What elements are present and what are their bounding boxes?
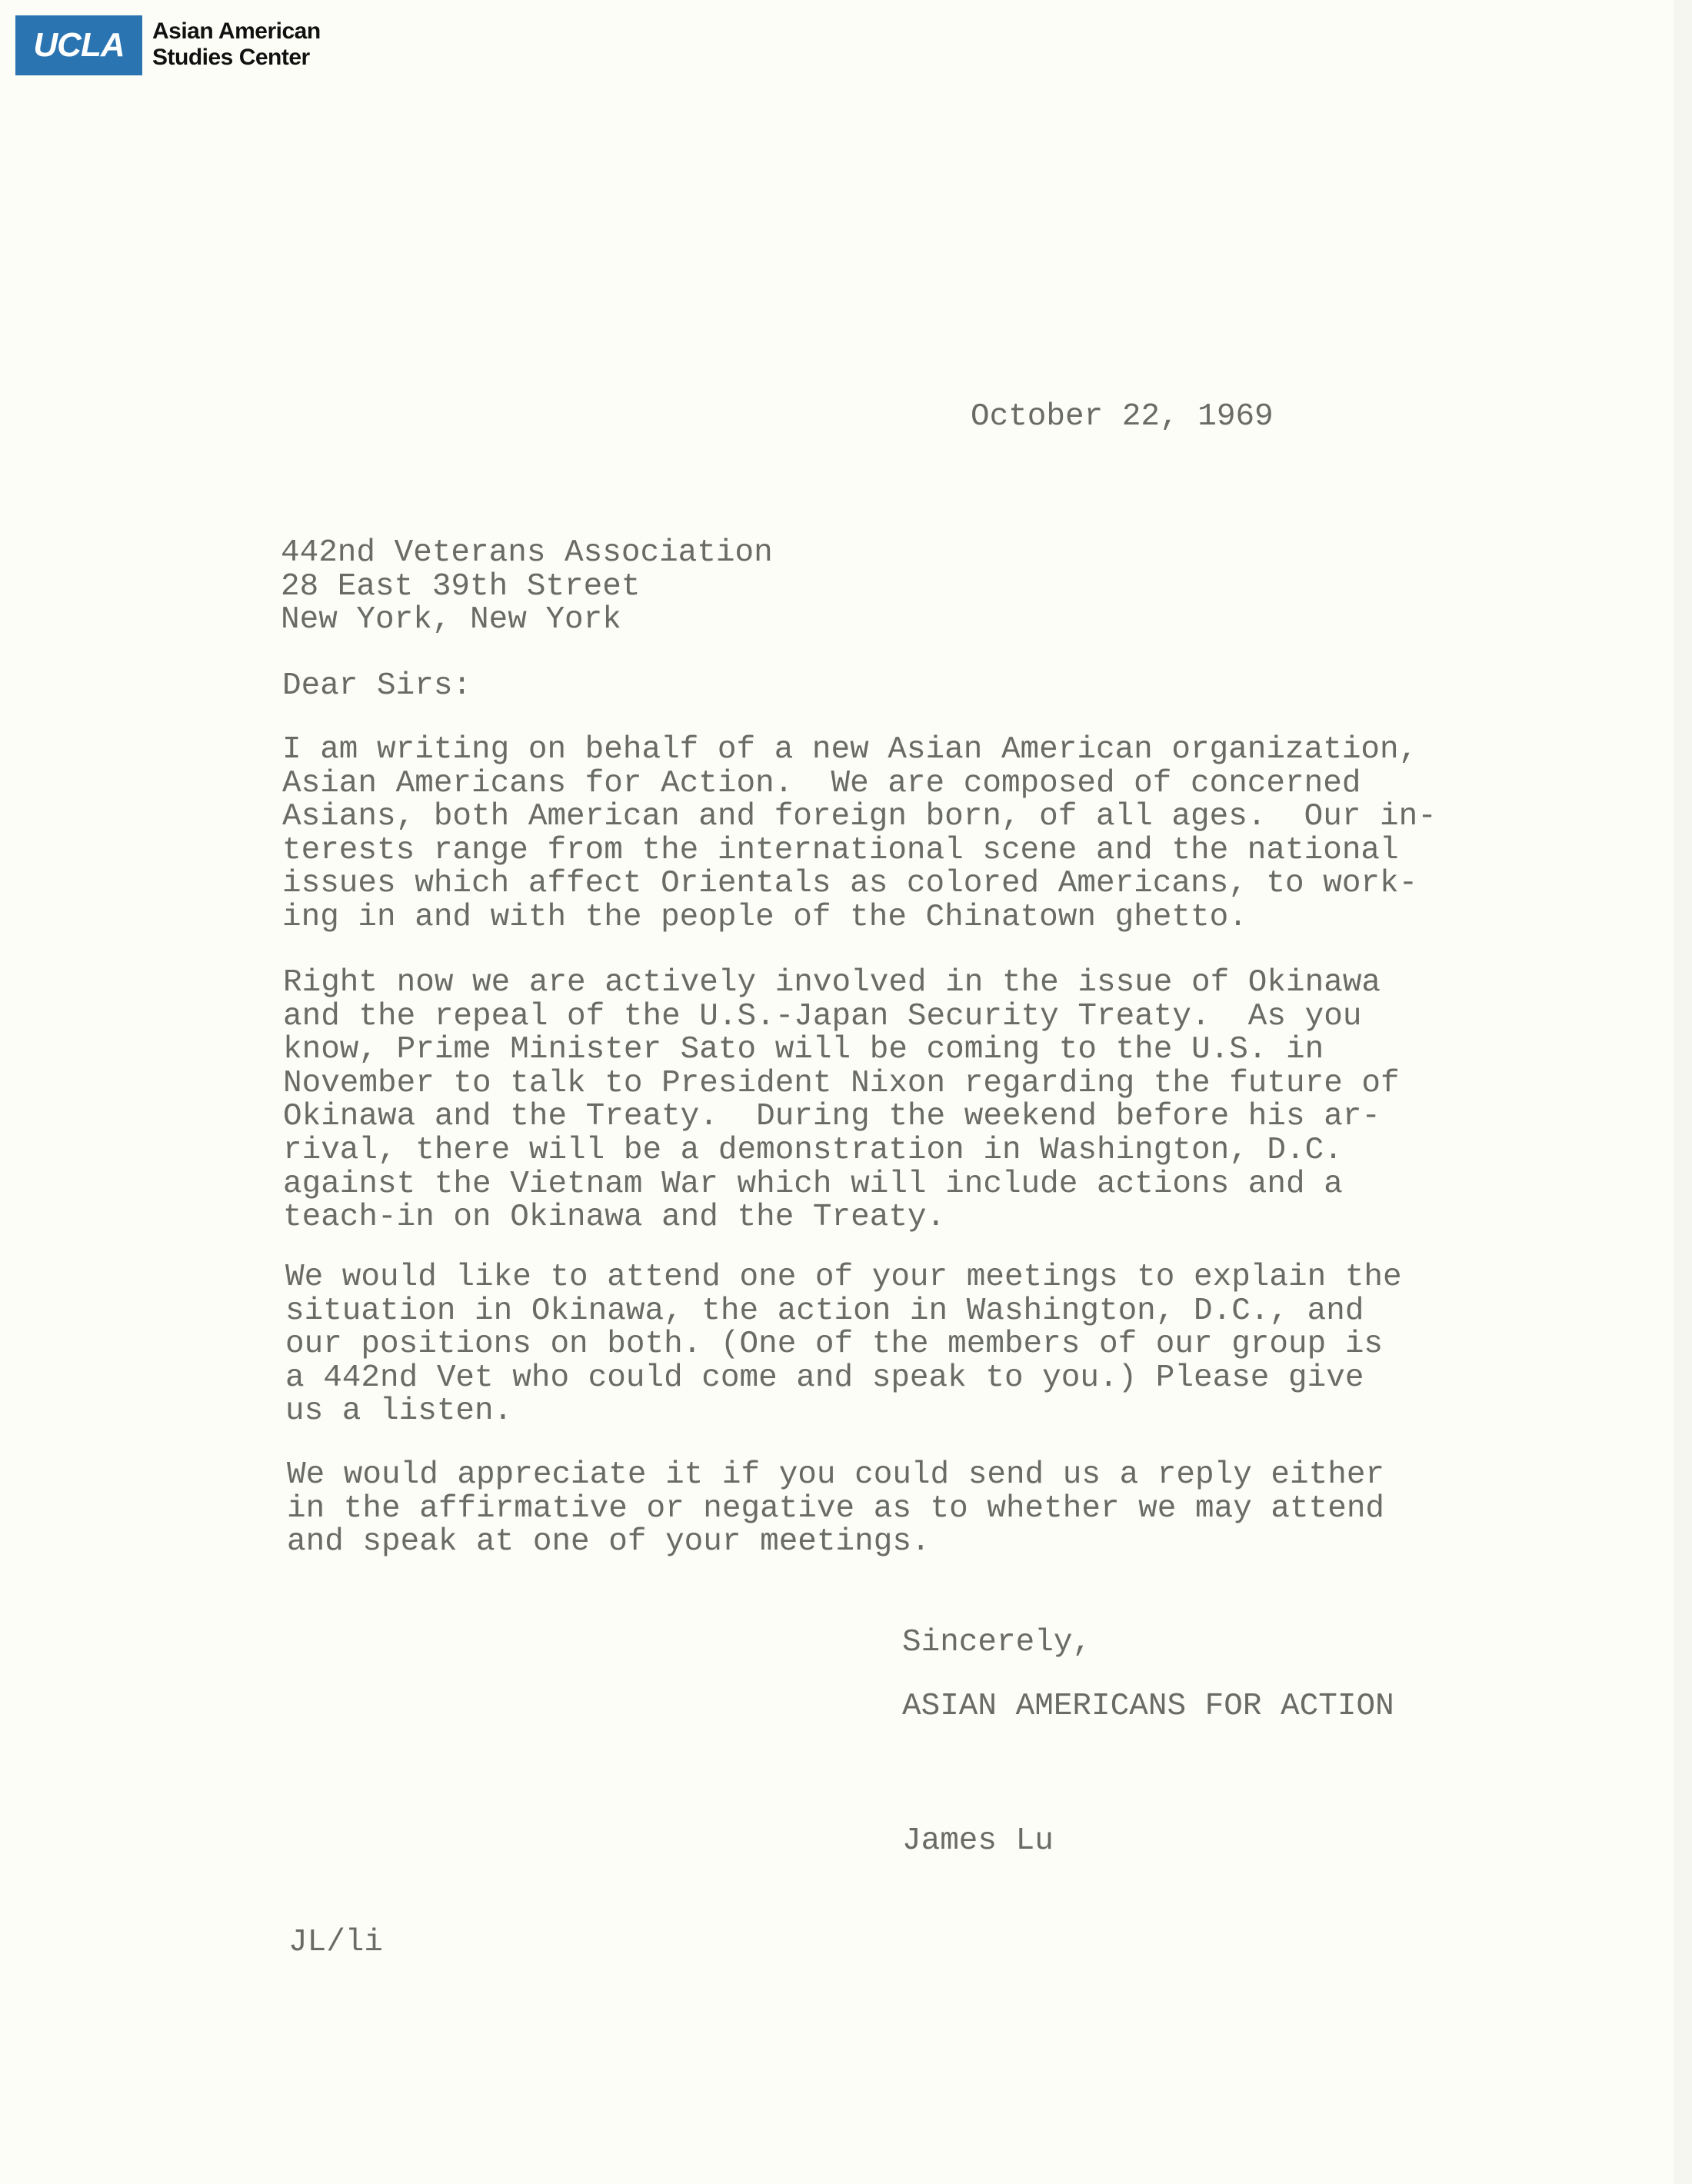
- text-line: ing in and with the people of the Chinatown ghetto.: [282, 899, 1247, 935]
- logo-line-2: Studies Center: [152, 45, 310, 70]
- paragraph-1: [282, 734, 1437, 935]
- text-line: issues which affect Orientals as colored Americans, to work-: [282, 866, 1418, 902]
- logo-badge-text: UCLA: [33, 26, 125, 64]
- text-line: We would like to attend one of your meetings to explain the: [285, 1260, 1402, 1295]
- organization-name: ASIAN AMERICANS FOR ACTION: [902, 1689, 1394, 1724]
- closing: Sincerely,: [902, 1625, 1092, 1660]
- text-line: We would appreciate it if you could send us a reply either: [287, 1457, 1385, 1493]
- text-line: November to talk to President Nixon regarding the future of: [283, 1065, 1400, 1101]
- text-line: I am writing on behalf of a new Asian American organization,: [282, 732, 1418, 767]
- signer-name: James Lu: [902, 1823, 1054, 1859]
- text-line: a 442nd Vet who could come and speak to you.) Please give: [285, 1360, 1364, 1396]
- text-line: terests range from the international scene and the national: [282, 832, 1399, 868]
- salutation: Dear Sirs:: [282, 668, 472, 704]
- paragraph-3: [285, 1261, 1402, 1429]
- text-line: us a listen.: [285, 1393, 513, 1430]
- text-line: situation in Okinawa, the action in Washington, D.C., and: [285, 1293, 1364, 1329]
- logo-line-1: Asian American: [152, 18, 321, 44]
- address-line: 442nd Veterans Association: [281, 535, 773, 571]
- scan-edge: [1674, 0, 1692, 2184]
- text-line: Asians, both American and foreign born, of all ages. Our in-: [282, 799, 1437, 835]
- address-line: New York, New York: [281, 602, 621, 638]
- text-line: and the repeal of the U.S.-Japan Security Treaty. As you: [283, 998, 1362, 1034]
- paragraph-4: [287, 1459, 1384, 1560]
- text-line: teach-in on Okinawa and the Treaty.: [283, 1200, 946, 1236]
- text-line: and speak at one of your meetings.: [287, 1524, 931, 1560]
- text-line: our positions on both. (One of the members of our group is: [285, 1327, 1384, 1363]
- logo-text: [152, 18, 321, 71]
- text-line: against the Vietnam War which will include actions and a: [283, 1166, 1343, 1202]
- paragraph-2: [283, 967, 1400, 1235]
- text-line: Asian Americans for Action. We are composed of concerned: [282, 765, 1361, 801]
- ucla-logo: [15, 15, 142, 75]
- typist-initials: JL/li: [288, 1925, 384, 1960]
- text-line: rival, there will be a demonstration in Washington, D.C.: [283, 1132, 1343, 1168]
- text-line: in the affirmative or negative as to whether we may attend: [287, 1490, 1385, 1526]
- text-line: Okinawa and the Treaty. During the weekend before his ar-: [283, 1099, 1381, 1135]
- address-line: 28 East 39th Street: [281, 568, 641, 604]
- recipient-address: [281, 537, 773, 638]
- letter-date: October 22, 1969: [971, 399, 1274, 434]
- text-line: know, Prime Minister Sato will be coming to the U.S. in: [283, 1032, 1324, 1068]
- text-line: Right now we are actively involved in the issue of Okinawa: [283, 965, 1381, 1000]
